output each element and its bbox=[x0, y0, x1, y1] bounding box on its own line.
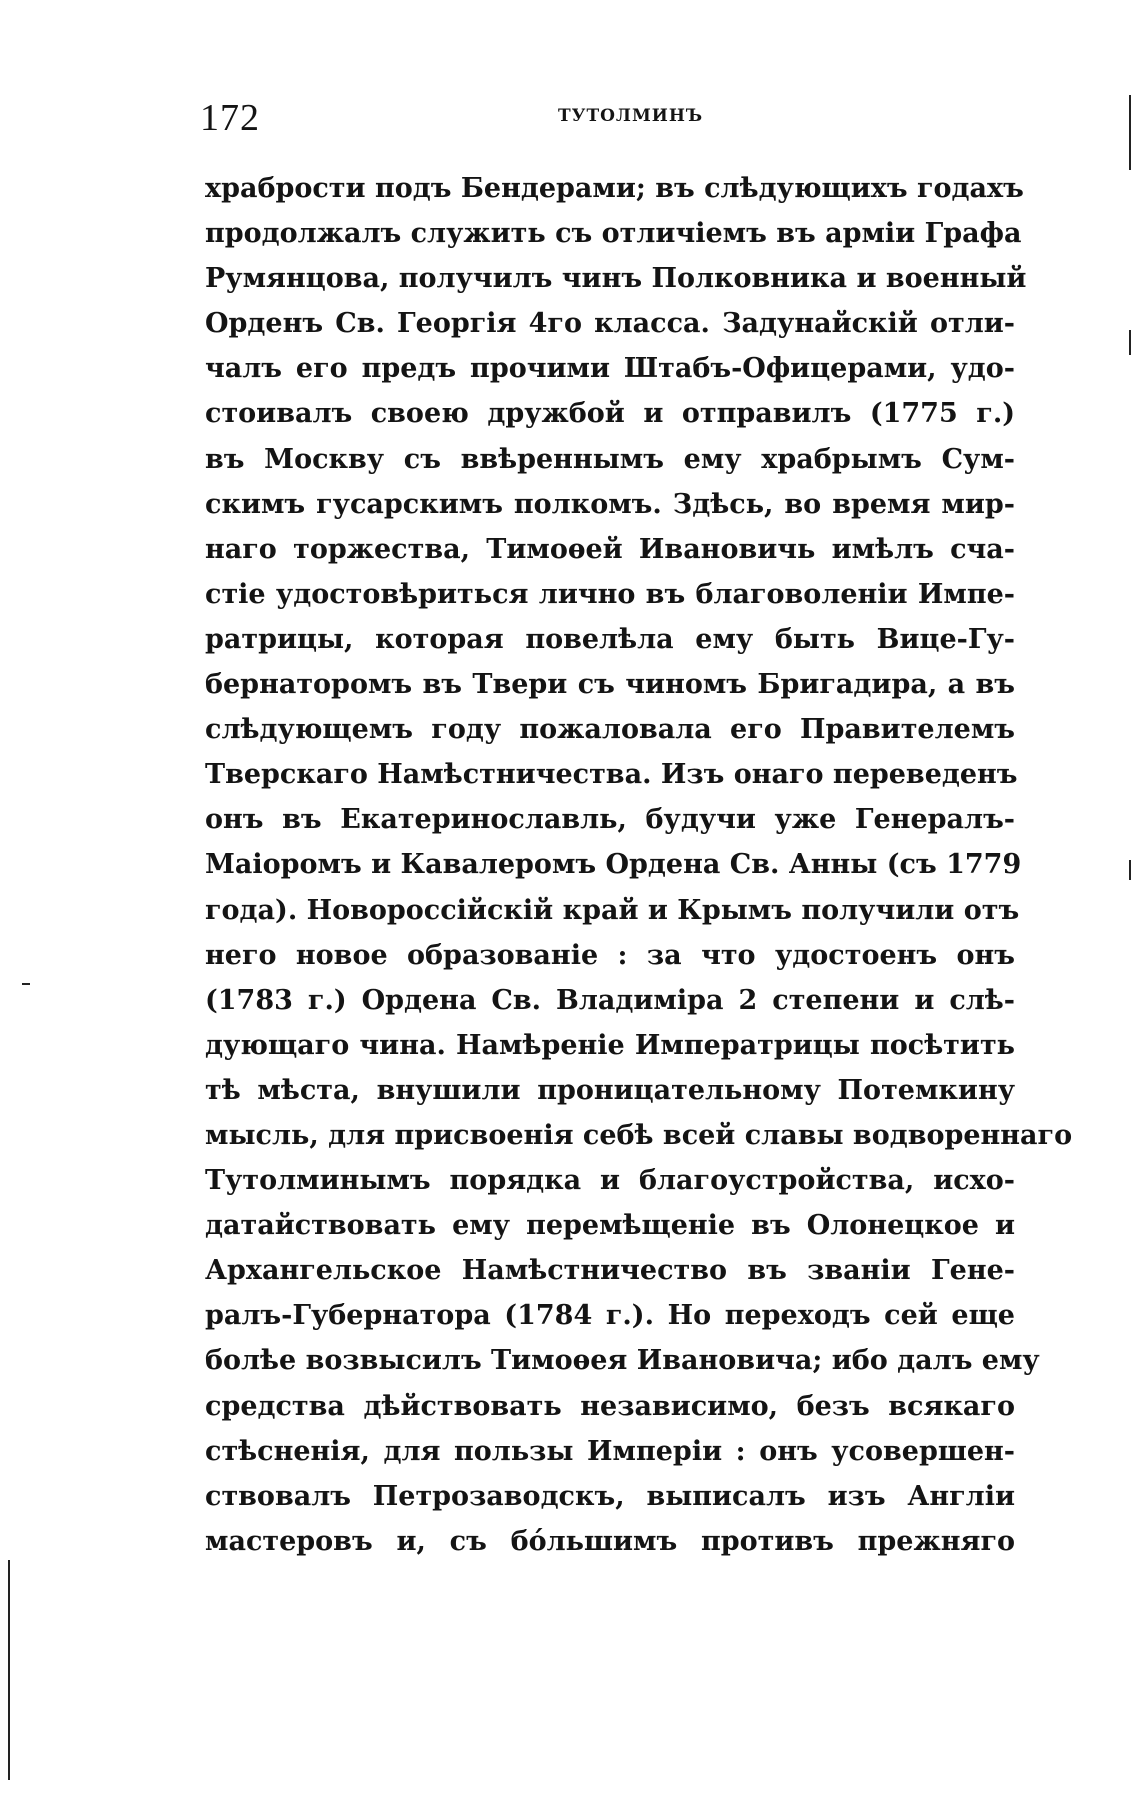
scan-edge-mark bbox=[8, 1560, 10, 1780]
text-line: слѣдующемъ году пожаловала его Правителемъ bbox=[205, 714, 1015, 746]
text-line: стоивалъ своею дружбой и отправилъ (1775 г.) bbox=[205, 398, 1015, 430]
text-line: дующаго чина. Намѣреніе Императрицы посѣтить bbox=[205, 1029, 1015, 1061]
text-line: онъ въ Екатеринославль, будучи уже Генералъ- bbox=[205, 804, 1015, 836]
page-number: 172 bbox=[200, 97, 260, 139]
text-line: бернаторомъ въ Твери съ чиномъ Бригадира, а въ bbox=[205, 669, 1015, 701]
text-line: Румянцова, получилъ чинъ Полковника и военный bbox=[205, 263, 1027, 295]
text-line: болѣе возвысилъ Тимоѳея Ивановича; ибо далъ ему bbox=[205, 1345, 1040, 1377]
text-line: датайствовать ему перемѣщеніе въ Олонецкое и bbox=[205, 1210, 1015, 1242]
text-line: въ Москву съ ввѣреннымъ ему храбрымъ Сум- bbox=[205, 443, 1015, 475]
scan-edge-mark bbox=[22, 983, 30, 985]
text-line: (1783 г.) Ордена Св. Владиміра 2 степени и слѣ- bbox=[205, 984, 1015, 1016]
text-line: тѣ мѣста, внушили проницательному Потемкину bbox=[205, 1074, 1015, 1106]
text-line: года). Новороссійскій край и Крымъ получили отъ bbox=[205, 894, 1020, 926]
text-line: стіе удостовѣриться лично въ благоволеніи Импе- bbox=[205, 578, 1015, 610]
text-line: ралъ-Губернатора (1784 г.). Но переходъ сей еще bbox=[205, 1300, 1015, 1332]
text-line: средства дѣйствовать независимо, безъ всякаго bbox=[205, 1390, 1015, 1422]
text-line: него новое образованіе : за что удостоенъ онъ bbox=[205, 939, 1015, 971]
text-line: мастеровъ и, съ бо́льшимъ противъ прежняго bbox=[205, 1525, 1015, 1557]
scan-edge-mark bbox=[1129, 860, 1131, 880]
text-line: продолжалъ служить съ отличіемъ въ арміи Графа bbox=[205, 218, 1022, 250]
text-line: стѣсненія, для пользы Имперіи : онъ усовершен- bbox=[205, 1435, 1015, 1467]
text-line: ратрицы, которая повелѣла ему быть Вице-Гу- bbox=[205, 623, 1015, 655]
scan-edge-mark bbox=[1129, 330, 1131, 355]
text-line: Орденъ Св. Георгія 4го класса. Задунайскій отли- bbox=[205, 308, 1015, 340]
body-text bbox=[205, 166, 1073, 1564]
text-line: Тутолминымъ порядка и благоустройства, исхо- bbox=[205, 1165, 1015, 1197]
scan-edge-mark bbox=[1129, 95, 1131, 170]
text-line: наго торжества, Тимоѳей Ивановичь имѣлъ сча- bbox=[205, 533, 1015, 565]
page-header bbox=[200, 96, 1020, 156]
text-line: храбрости подъ Бендерами; въ слѣдующихъ годахъ bbox=[205, 173, 1024, 204]
text-line: скимъ гусарскимъ полкомъ. Здѣсь, во время мир- bbox=[205, 488, 1015, 520]
text-line: мысль, для присвоенія себѣ всей славы водвореннаго bbox=[205, 1119, 1073, 1151]
text-line: Архангельское Намѣстничество въ званіи Гене- bbox=[205, 1255, 1015, 1287]
text-line: Тверскаго Намѣстничества. Изъ онаго переведенъ bbox=[205, 759, 1018, 791]
text-line: ствовалъ Петрозаводскъ, выписалъ изъ Англіи bbox=[205, 1480, 1015, 1512]
text-line: чалъ его предъ прочими Штабъ-Офицерами, удо- bbox=[205, 353, 1015, 385]
running-head: ТУТОЛМИНЪ bbox=[558, 106, 704, 126]
text-line: Маіоромъ и Кавалеромъ Ордена Св. Анны (съ 1779 bbox=[205, 849, 1022, 881]
